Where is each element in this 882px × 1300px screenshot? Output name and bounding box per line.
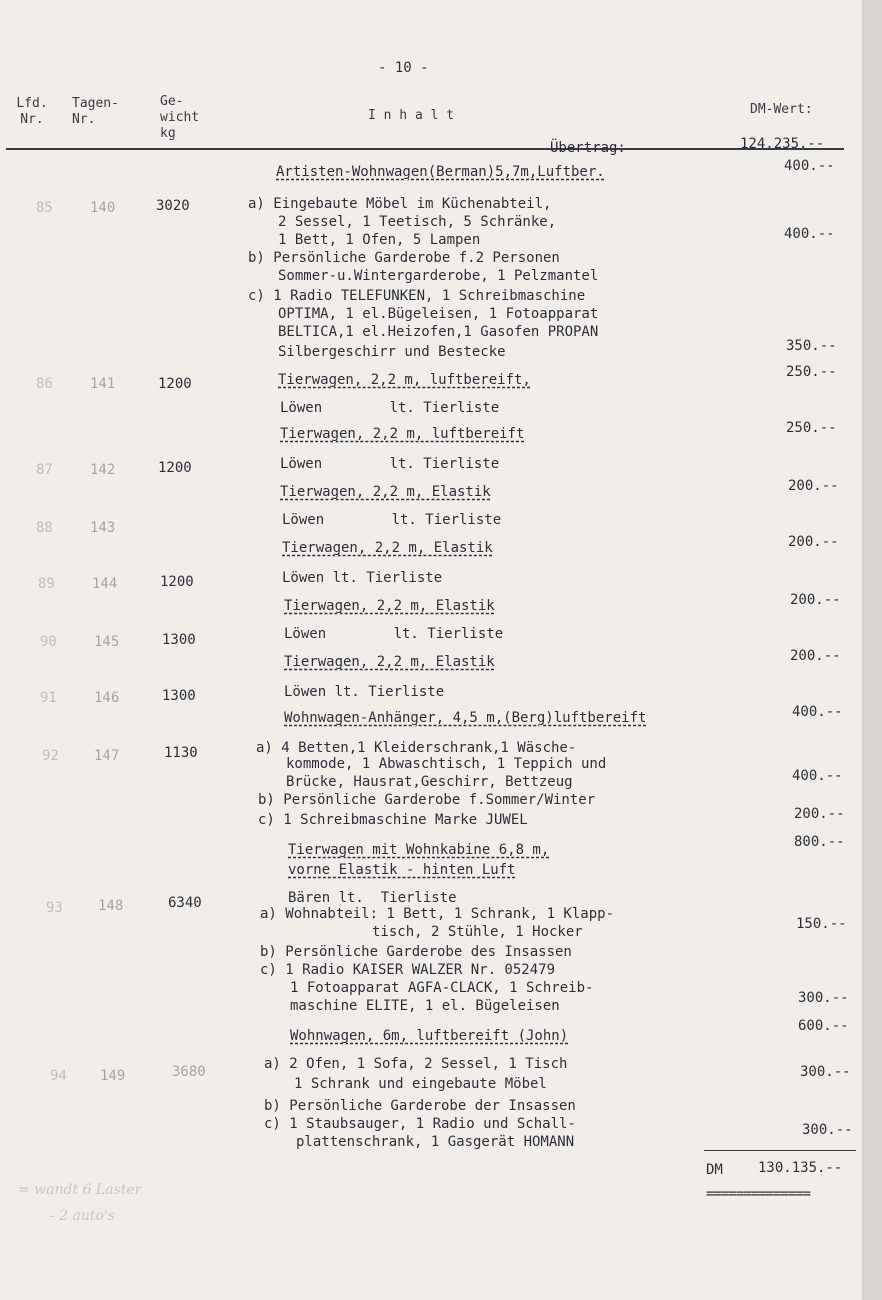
pencil-note: - 2 auto's bbox=[50, 1208, 115, 1224]
item-line: Löwen lt. Tierliste bbox=[280, 400, 500, 416]
item-line: Löwen lt. Tierliste bbox=[280, 456, 500, 472]
item-line: 1 Bett, 1 Ofen, 5 Lampen bbox=[278, 232, 481, 248]
value-cell: 300.-- bbox=[800, 1064, 851, 1080]
header-lfd-nr: Lfd. Nr. bbox=[16, 96, 48, 127]
value-cell: 250.-- bbox=[786, 420, 837, 436]
item-line: kommode, 1 Abwaschtisch, 1 Teppich und bbox=[286, 756, 607, 772]
item-title: Tierwagen, 2,2 m, luftbereift bbox=[280, 426, 525, 442]
total-label: DM bbox=[706, 1162, 723, 1178]
item-line: Bären lt. Tierliste bbox=[288, 890, 457, 906]
row-89-lfd: 89 bbox=[38, 576, 55, 592]
item-title: Wohnwagen-Anhänger, 4,5 m,(Berg)luftbereift bbox=[284, 710, 647, 726]
value-cell: 150.-- bbox=[796, 916, 847, 932]
total-rule-top bbox=[704, 1150, 856, 1151]
item-title: Tierwagen, 2,2 m, Elastik bbox=[284, 654, 495, 670]
row-94-tagen: 149 bbox=[100, 1068, 126, 1084]
uebertrag-value: 124.235.-- bbox=[740, 136, 825, 152]
item-title: Tierwagen mit Wohnkabine 6,8 m, bbox=[288, 842, 550, 858]
row-92-gewicht: 1130 bbox=[164, 745, 198, 761]
row-87-tagen: 142 bbox=[90, 462, 116, 478]
row-90-gewicht: 1300 bbox=[162, 632, 196, 648]
value-cell: 400.-- bbox=[792, 704, 843, 720]
item-title: Tierwagen, 2,2 m, Elastik bbox=[280, 484, 491, 500]
row-88-tagen: 143 bbox=[90, 520, 116, 536]
value-cell: 200.-- bbox=[788, 478, 839, 494]
item-title: Artisten-Wohnwagen(Berman)5,7m,Luftber. bbox=[276, 164, 605, 180]
row-86-tagen: 141 bbox=[90, 376, 116, 392]
row-85-tagen: 140 bbox=[90, 200, 116, 216]
value-cell: 300.-- bbox=[798, 990, 849, 1006]
item-line: b) Persönliche Garderobe der Insassen bbox=[264, 1098, 576, 1114]
item-line: Silbergeschirr und Bestecke bbox=[278, 344, 506, 360]
row-87-gewicht: 1200 bbox=[158, 460, 192, 476]
row-85-gewicht: 3020 bbox=[156, 198, 190, 214]
total-value: 130.135.-- bbox=[758, 1160, 843, 1176]
pencil-note: = wandt 6 Laster bbox=[18, 1182, 142, 1198]
item-line: b) Persönliche Garderobe f.Sommer/Winter bbox=[258, 792, 596, 808]
row-90-lfd: 90 bbox=[40, 634, 57, 650]
row-86-gewicht: 1200 bbox=[158, 376, 192, 392]
header-dm-wert: DM-Wert: bbox=[750, 102, 813, 117]
row-90-tagen: 145 bbox=[94, 634, 120, 650]
uebertrag-label: Übertrag: bbox=[550, 140, 626, 156]
value-cell: 400.-- bbox=[792, 768, 843, 784]
row-91-lfd: 91 bbox=[40, 690, 57, 706]
total-double-rule: ============== bbox=[706, 1186, 811, 1202]
item-line: Brücke, Hausrat,Geschirr, Bettzeug bbox=[286, 774, 573, 790]
page-edge bbox=[862, 0, 882, 1300]
item-line: 1 Schrank und eingebaute Möbel bbox=[294, 1076, 547, 1092]
row-87-lfd: 87 bbox=[36, 462, 53, 478]
item-line: a) 2 Ofen, 1 Sofa, 2 Sessel, 1 Tisch bbox=[264, 1056, 568, 1072]
value-cell: 200.-- bbox=[790, 648, 841, 664]
item-line: a) Wohnabteil: 1 Bett, 1 Schrank, 1 Klapp- bbox=[260, 906, 615, 922]
item-line: OPTIMA, 1 el.Bügeleisen, 1 Fotoapparat bbox=[278, 306, 599, 322]
item-title: Tierwagen, 2,2 m, luftbereift, bbox=[278, 372, 531, 388]
value-cell: 350.-- bbox=[786, 338, 837, 354]
row-93-lfd: 93 bbox=[46, 900, 63, 916]
value-cell: 400.-- bbox=[784, 226, 835, 242]
item-line: Löwen lt. Tierliste bbox=[282, 570, 443, 586]
row-85-lfd: 85 bbox=[36, 200, 53, 216]
header-tagen-nr: Tagen- Nr. bbox=[72, 96, 119, 127]
item-line: 1 Fotoapparat AGFA-CLACK, 1 Schreib- bbox=[290, 980, 594, 996]
value-cell: 200.-- bbox=[790, 592, 841, 608]
value-cell: 200.-- bbox=[788, 534, 839, 550]
row-94-lfd: 94 bbox=[50, 1068, 67, 1084]
item-line: b) Persönliche Garderobe f.2 Personen bbox=[248, 250, 560, 266]
row-92-tagen: 147 bbox=[94, 748, 120, 764]
item-line: c) 1 Radio KAISER WALZER Nr. 052479 bbox=[260, 962, 556, 978]
item-title: vorne Elastik - hinten Luft bbox=[288, 862, 516, 878]
item-line: b) Persönliche Garderobe des Insassen bbox=[260, 944, 572, 960]
row-92-lfd: 92 bbox=[42, 748, 59, 764]
row-94-gewicht: 3680 bbox=[172, 1064, 206, 1080]
item-title: Wohnwagen, 6m, luftbereift (John) bbox=[290, 1028, 569, 1044]
item-line: BELTICA,1 el.Heizofen,1 Gasofen PROPAN bbox=[278, 324, 599, 340]
row-89-gewicht: 1200 bbox=[160, 574, 194, 590]
value-cell: 400.-- bbox=[784, 158, 835, 174]
header-rule bbox=[6, 148, 844, 150]
item-line: Löwen lt. Tierliste bbox=[284, 684, 445, 700]
item-line: Löwen lt. Tierliste bbox=[282, 512, 502, 528]
header-gewicht: Ge- wicht kg bbox=[160, 94, 200, 141]
value-cell: 200.-- bbox=[794, 806, 845, 822]
row-91-gewicht: 1300 bbox=[162, 688, 196, 704]
row-91-tagen: 146 bbox=[94, 690, 120, 706]
value-cell: 600.-- bbox=[798, 1018, 849, 1034]
item-line: plattenschrank, 1 Gasgerät HOMANN bbox=[296, 1134, 575, 1150]
item-line: Löwen lt. Tierliste bbox=[284, 626, 504, 642]
value-cell: 800.-- bbox=[794, 834, 845, 850]
item-line: c) 1 Radio TELEFUNKEN, 1 Schreibmaschine bbox=[248, 288, 586, 304]
item-line: Sommer-u.Wintergarderobe, 1 Pelzmantel bbox=[278, 268, 599, 284]
row-88-lfd: 88 bbox=[36, 520, 53, 536]
item-title: Tierwagen, 2,2 m, Elastik bbox=[284, 598, 495, 614]
item-line: c) 1 Schreibmaschine Marke JUWEL bbox=[258, 812, 528, 828]
item-line: maschine ELITE, 1 el. Bügeleisen bbox=[290, 998, 560, 1014]
item-line: 2 Sessel, 1 Teetisch, 5 Schränke, bbox=[278, 214, 557, 230]
item-line: tisch, 2 Stühle, 1 Hocker bbox=[372, 924, 583, 940]
row-93-tagen: 148 bbox=[98, 898, 124, 914]
item-line: c) 1 Staubsauger, 1 Radio und Schall- bbox=[264, 1116, 576, 1132]
page-number: - 10 - bbox=[378, 60, 429, 76]
row-93-gewicht: 6340 bbox=[168, 895, 202, 911]
item-title: Tierwagen, 2,2 m, Elastik bbox=[282, 540, 493, 556]
value-cell: 250.-- bbox=[786, 364, 837, 380]
item-line: a) Eingebaute Möbel im Küchenabteil, bbox=[248, 196, 552, 212]
item-line: a) 4 Betten,1 Kleiderschrank,1 Wäsche- bbox=[256, 740, 577, 756]
value-cell: 300.-- bbox=[802, 1122, 853, 1138]
header-inhalt: I n h a l t bbox=[368, 108, 455, 123]
row-89-tagen: 144 bbox=[92, 576, 118, 592]
row-86-lfd: 86 bbox=[36, 376, 53, 392]
